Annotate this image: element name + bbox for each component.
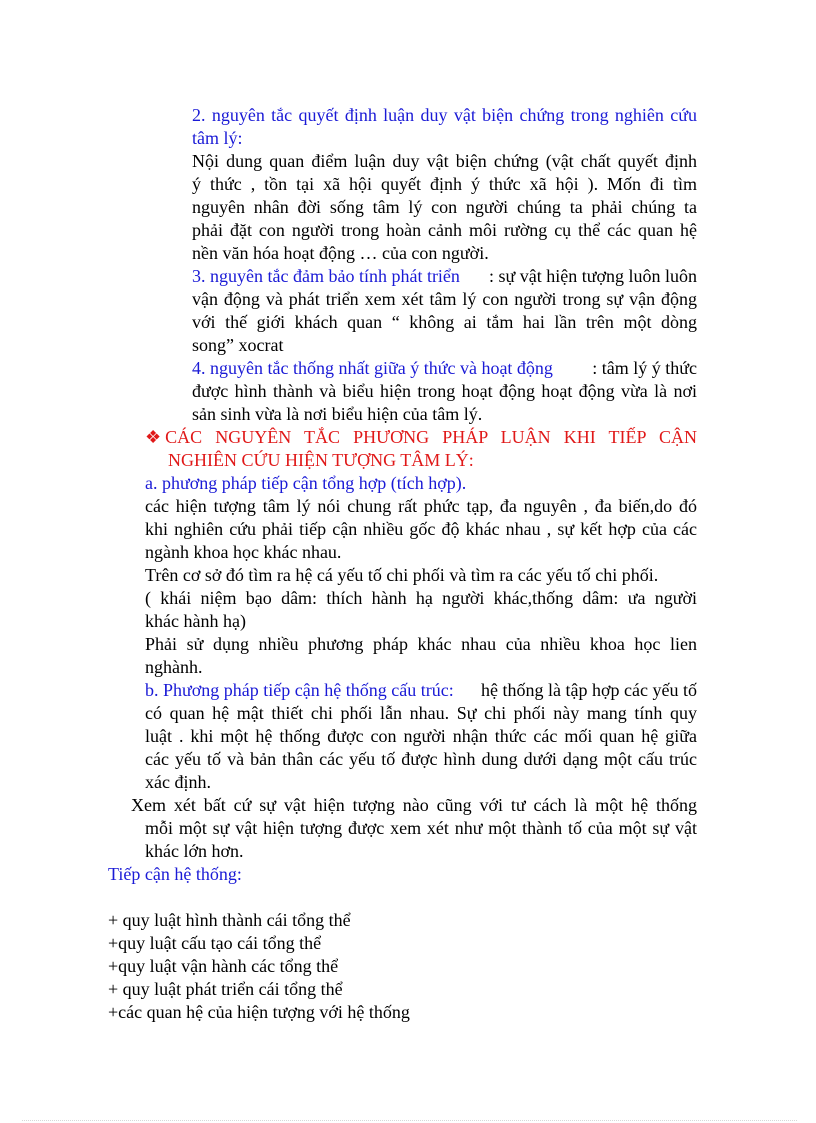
page-bottom-divider	[22, 1120, 797, 1121]
xem-xet-line: mỗi một sự vật hiện tượng được xem xét như một thành tố của một sự vật	[145, 818, 697, 838]
section-b-body-line: luật . khi một hệ thống được con người nhận thức các mối quan hệ giữa	[145, 726, 697, 746]
section-2-body-line: phải đặt con người trong hoàn cảnh môi rường cụ thể các quan hệ	[192, 220, 697, 240]
xem-xet-line: khác lớn hơn.	[145, 841, 244, 861]
system-item: +quy luật cấu tạo cái tổng thể	[108, 933, 322, 953]
section-3-body-line: vận động và phát triển xem xét tâm lý con người trong sự vận động	[192, 289, 697, 309]
section-3-first-line	[192, 265, 697, 287]
section-b-first-text: hệ thống là tập hợp các yếu tố	[481, 680, 697, 700]
section-4-body-line: được hình thành và biểu hiện trong hoạt động hoạt động vừa là nơi	[192, 381, 697, 401]
system-item: +các quan hệ của hiện tượng với hệ thống	[108, 1002, 410, 1022]
diamond-bullet-icon: ❖	[145, 427, 162, 447]
section-b-body-line: có quan hệ mật thiết chi phối lẫn nhau. Sự chi phối này mang tính quy	[145, 703, 697, 723]
system-item: + quy luật hình thành cái tổng thể	[108, 910, 351, 930]
section-2-heading-line-1: 2. nguyên tắc quyết định luận duy vật biện chứng trong nghiên cứu	[192, 105, 697, 125]
system-item: +quy luật vận hành các tổng thể	[108, 956, 339, 976]
system-heading: Tiếp cận hệ thống:	[108, 864, 242, 884]
section-3-body-line: song” xocrat	[192, 335, 284, 355]
section-a-body-line: ngành khoa học khác nhau.	[145, 542, 342, 562]
section-a-body-line: khi nghiên cứu phải tiếp cận nhiều gốc độ khác nhau , sự kết hợp của các	[145, 519, 697, 539]
section-b-body-line: các yếu tố và bản thân các yếu tố được hình dung dưới dạng một cấu trúc	[145, 749, 697, 769]
section-4-first-line	[192, 357, 697, 379]
section-a-note-line: khác hành hạ)	[145, 611, 246, 631]
section-4-body-line: sản sinh vừa là nơi biểu hiện của tâm lý.	[192, 404, 483, 424]
section-3-heading: 3. nguyên tắc đảm bảo tính phát triển	[192, 266, 460, 286]
section-a-body3-line: Phải sử dụng nhiều phương pháp khác nhau của nhiều khoa học lien	[145, 634, 697, 654]
section-a-body-line-2: Trên cơ sở đó tìm ra hệ cá yếu tố chi phối và tìm ra các yếu tố chi phối.	[145, 565, 659, 585]
section-b-first-line	[145, 679, 697, 701]
system-item: + quy luật phát triển cái tổng thể	[108, 979, 343, 999]
main-heading-line-1	[145, 426, 697, 448]
section-2-body-line: nền văn hóa hoạt động … của con người.	[192, 243, 489, 263]
section-a-note-line: ( khái niệm bạo dâm: thích hành hạ người khác,thống dâm: ưa người	[145, 588, 697, 608]
section-b-body-line: xác định.	[145, 772, 211, 792]
main-heading-line-2: NGHIÊN CỨU HIỆN TƯỢNG TÂM LÝ:	[168, 450, 474, 470]
section-2-body-line: ý thức , tồn tại xã hội quyết định ý thức xã hội ). Mốn đi tìm	[192, 174, 697, 194]
section-2-body-line: Nội dung quan điểm luận duy vật biện chứng (vật chất quyết định	[192, 151, 697, 171]
section-2-body-line: nguyên nhân đời sống tâm lý con người chúng ta phải chúng ta	[192, 197, 697, 217]
section-a-body3-line: nghành.	[145, 657, 203, 677]
section-a-body-line: các hiện tượng tâm lý nói chung rất phức tạp, đa nguyên , đa biến,do đó	[145, 496, 697, 516]
section-b-heading: b. Phương pháp tiếp cận hệ thống cấu trúc:	[145, 680, 454, 700]
section-a-heading: a. phương pháp tiếp cận tổng hợp (tích hợp).	[145, 473, 467, 493]
section-4-first-text: : tâm lý ý thức	[592, 358, 697, 378]
xem-xet-line: Xem xét bất cứ sự vật hiện tượng nào cũng với tư cách là một hệ thống	[131, 795, 697, 815]
section-3-first-text: : sự vật hiện tượng luôn luôn	[488, 266, 697, 286]
section-2-heading-line-2: tâm lý:	[192, 128, 243, 148]
main-heading-text: CÁC NGUYÊN TẮC PHƯƠNG PHÁP LUẬN KHI TIẾP CẬN	[165, 427, 697, 447]
section-3-body-line: với thế giới khách quan “ không ai tắm hai lần trên một dòng	[192, 312, 697, 332]
section-4-heading: 4. nguyên tắc thống nhất giữa ý thức và hoạt động	[192, 358, 553, 378]
